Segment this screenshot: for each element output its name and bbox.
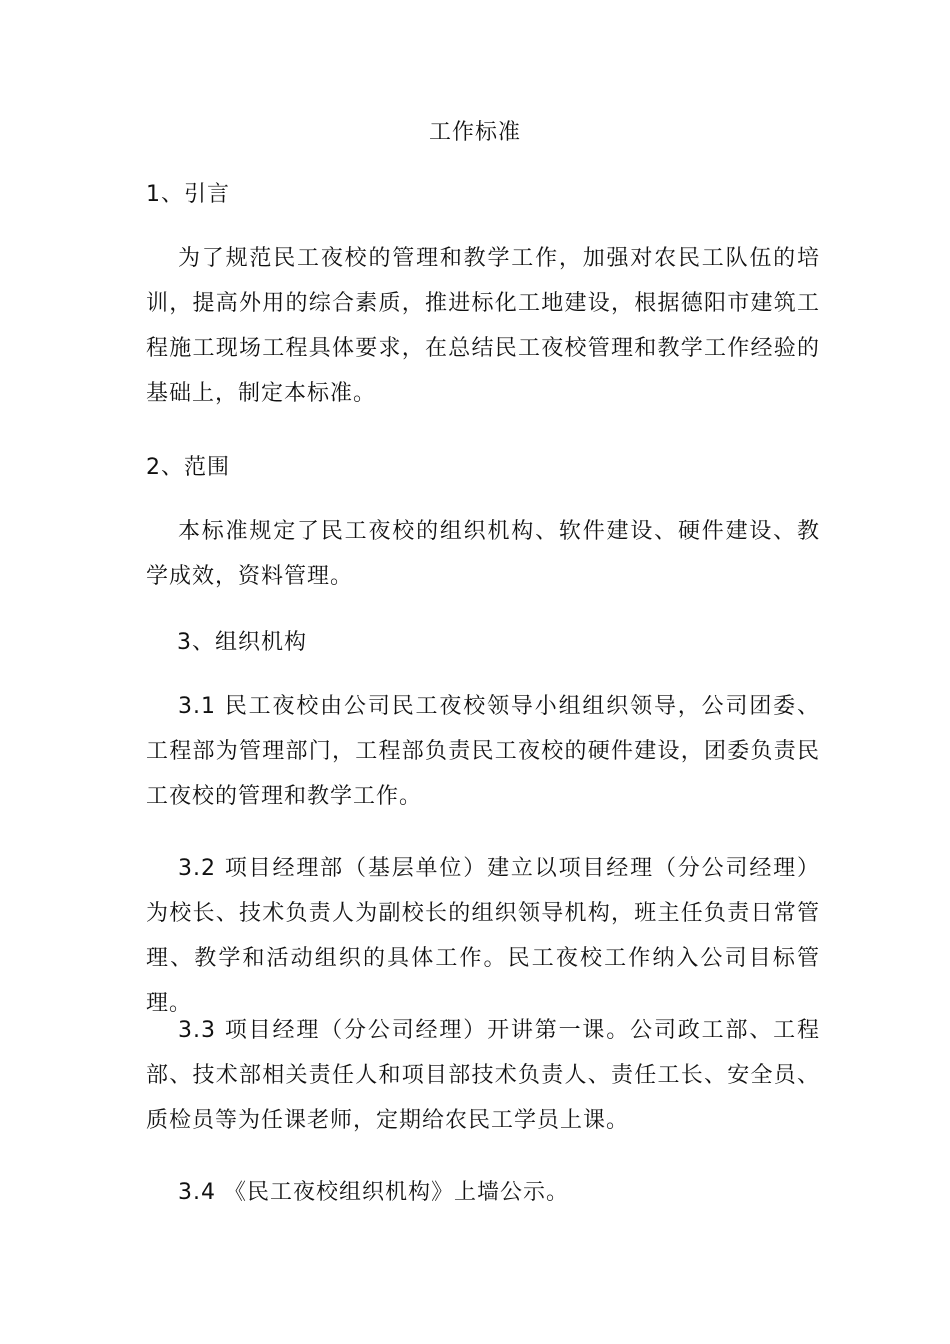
paragraph-3-2: 3.2 项目经理部（基层单位）建立以项目经理（分公司经理）为校长、技术负责人为副校长的组织领导机构，班主任负责日常管理、教学和活动组织的具体工作。民工夜校工作纳入公司目标管理。 bbox=[146, 856, 820, 1016]
paragraph-3-1: 3.1 民工夜校由公司民工夜校领导小组组织领导，公司团委、工程部为管理部门，工程部负责民工夜校的硬件建设，团委负责民工夜校的管理和教学工作。 bbox=[146, 694, 820, 809]
document-title: 工作标准 bbox=[428, 120, 521, 145]
section-heading-organization: 3、组织机构 bbox=[177, 630, 307, 655]
paragraph-introduction: 为了规范民工夜校的管理和教学工作，加强对农民工队伍的培训，提高外用的综合素质，推进标化工地建设，根据德阳市建筑工程施工现场工程具体要求，在总结民工夜校管理和教学工作经验的基础上，制定本标准。 bbox=[146, 246, 820, 406]
section-heading-scope: 2、范围 bbox=[146, 455, 230, 480]
section-heading-introduction: 1、引言 bbox=[146, 182, 230, 207]
paragraph-scope: 本标准规定了民工夜校的组织机构、软件建设、硬件建设、教学成效，资料管理。 bbox=[146, 519, 820, 589]
paragraph-3-3: 3.3 项目经理（分公司经理）开讲第一课。公司政工部、工程部、技术部相关责任人和项目部技术负责人、责任工长、安全员、质检员等为任课老师，定期给农民工学员上课。 bbox=[146, 1018, 820, 1133]
paragraph-3-4: 3.4 《民工夜校组织机构》上墙公示。 bbox=[178, 1180, 569, 1205]
